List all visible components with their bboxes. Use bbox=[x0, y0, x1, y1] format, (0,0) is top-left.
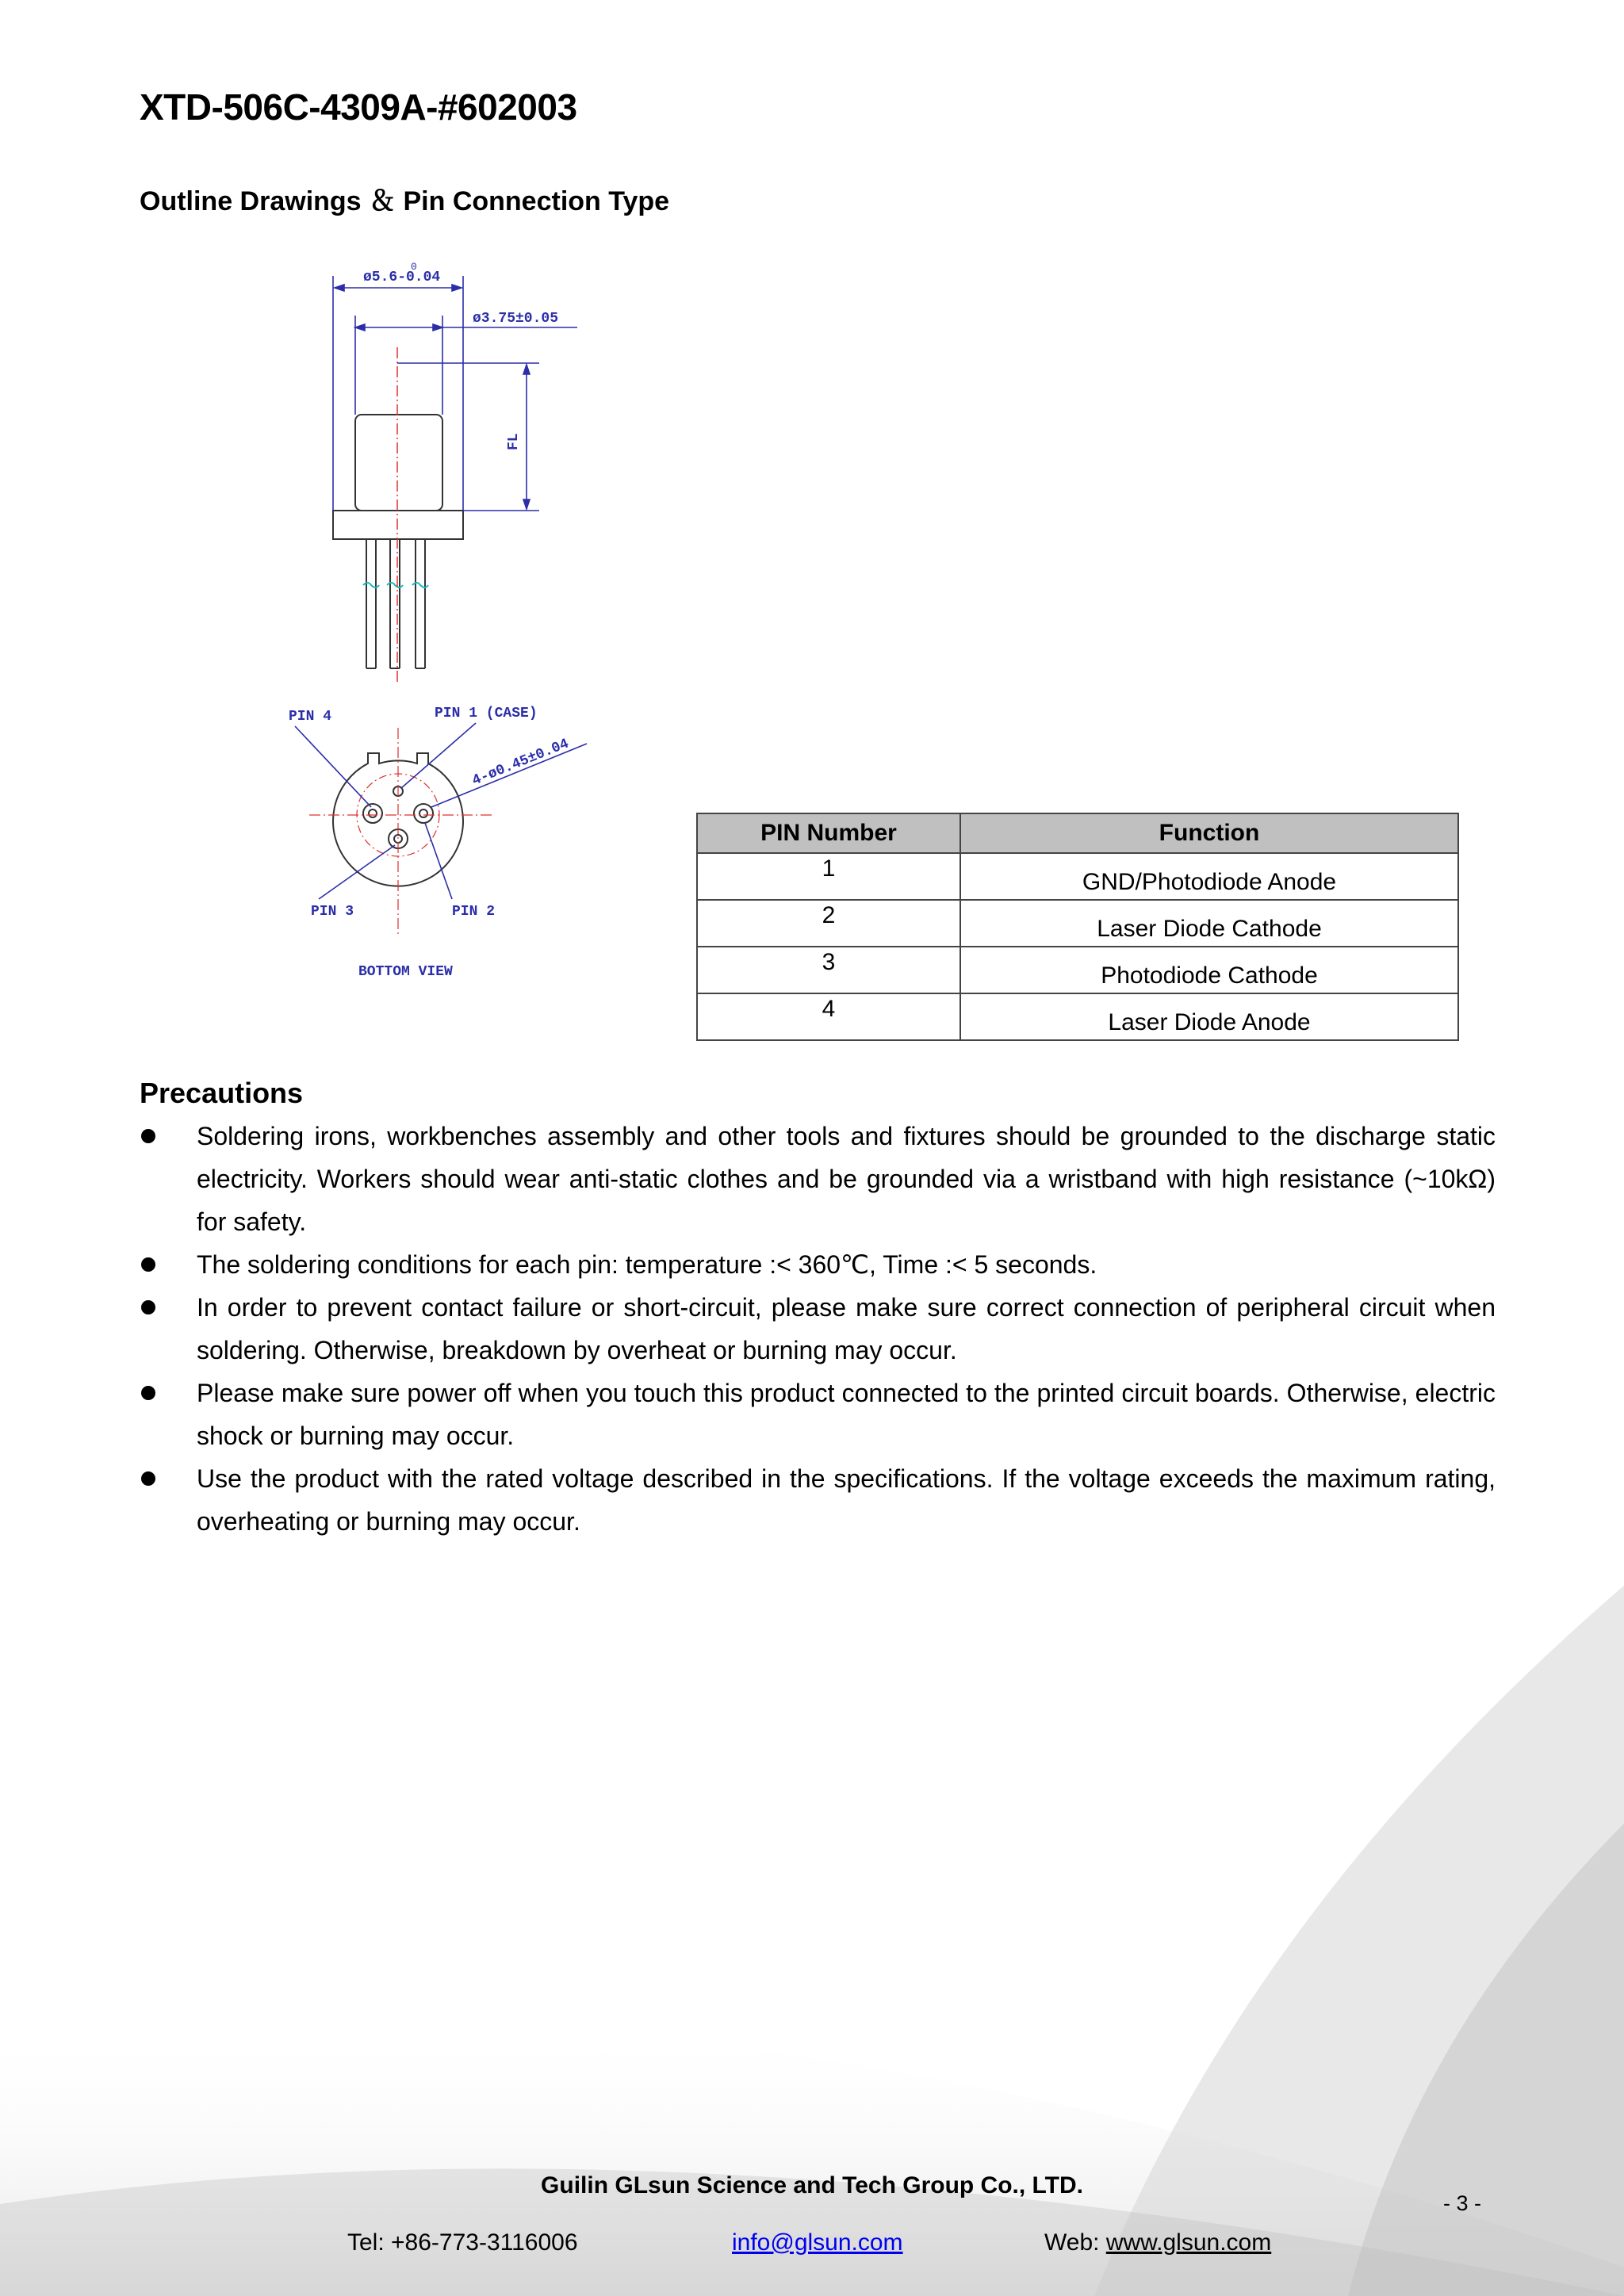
header-pin-number: PIN Number bbox=[697, 813, 960, 853]
pin-connection-table bbox=[696, 813, 1459, 1041]
page-number: - 3 - bbox=[1443, 2191, 1482, 2215]
bullet-icon bbox=[141, 1129, 155, 1143]
label-pin3: PIN 3 bbox=[311, 904, 354, 920]
dim-inner-diameter: ø3.75±0.05 bbox=[473, 311, 559, 327]
cap bbox=[355, 415, 442, 511]
label-pin4: PIN 4 bbox=[289, 709, 332, 725]
footer-telephone: Tel: +86-773-3116006 bbox=[347, 2229, 578, 2256]
dim-fl: FL bbox=[506, 433, 522, 450]
list-item: Soldering irons, workbenches assembly and other tools and fixtures should be grounded to the discharge static electricity. Workers should wear anti-static clothes and be grounded via a wristband with high resistance (~10kΩ) for safety. bbox=[140, 1115, 1496, 1243]
bullet-icon bbox=[141, 1471, 155, 1486]
outline-drawing bbox=[270, 252, 603, 997]
precautions-list bbox=[140, 1115, 1496, 1543]
footer-company-name: Guilin GLsun Science and Tech Group Co., LTD. bbox=[541, 2172, 1083, 2198]
list-item: In order to prevent contact failure or short-circuit, please make sure correct connection of peripheral circuit when soldering. Otherwise, breakdown by overheat or burning may occur. bbox=[140, 1286, 1496, 1372]
function-cell: Laser Diode Anode bbox=[960, 993, 1458, 1040]
header-function: Function bbox=[960, 813, 1458, 853]
table-header-row bbox=[697, 813, 1458, 853]
footer-website bbox=[1044, 2229, 1271, 2256]
document-title: XTD-506C-4309A-#602003 bbox=[140, 86, 577, 128]
list-item: Use the product with the rated voltage described in the specifications. If the voltage exceeds the maximum rating, overheating or burning may occur. bbox=[140, 1457, 1496, 1543]
pin-number-cell: 3 bbox=[697, 947, 960, 993]
break-marks bbox=[363, 583, 428, 587]
bullet-icon bbox=[141, 1386, 155, 1400]
pin-number-cell: 4 bbox=[697, 993, 960, 1040]
precautions-heading: Precautions bbox=[140, 1077, 304, 1109]
label-bottom-view: BOTTOM VIEW bbox=[358, 964, 453, 980]
function-cell: Photodiode Cathode bbox=[960, 947, 1458, 993]
table-row bbox=[697, 993, 1458, 1040]
pin-number-cell: 2 bbox=[697, 900, 960, 947]
function-cell: Laser Diode Cathode bbox=[960, 900, 1458, 947]
label-pin1: PIN 1 (CASE) bbox=[435, 706, 538, 721]
dim-outer-diameter: ø5.6-0.04 bbox=[363, 270, 441, 285]
footer-website-link[interactable]: www.glsun.com bbox=[1105, 2229, 1272, 2256]
footer-email-link[interactable]: info@glsun.com bbox=[732, 2229, 903, 2256]
dim-outer-tolerance: 0 bbox=[411, 261, 417, 273]
label-pin-diameter: 4-ø0.45±0.04 bbox=[469, 736, 572, 790]
bullet-icon bbox=[141, 1257, 155, 1272]
table-row bbox=[697, 853, 1458, 900]
label-pin2: PIN 2 bbox=[452, 904, 496, 920]
footer-web-label: Web: bbox=[1044, 2229, 1106, 2256]
bullet-icon bbox=[141, 1300, 155, 1314]
table-row bbox=[697, 947, 1458, 993]
function-cell: GND/Photodiode Anode bbox=[960, 853, 1458, 900]
pin-number-cell: 1 bbox=[697, 853, 960, 900]
list-item: Please make sure power off when you touch this product connected to the printed circuit boards. Otherwise, electric shock or burning may occur. bbox=[140, 1372, 1496, 1457]
flange bbox=[333, 511, 463, 539]
list-item: The soldering conditions for each pin: temperature :< 360℃, Time :< 5 seconds. bbox=[140, 1243, 1496, 1286]
table-row bbox=[697, 900, 1458, 947]
outline-drawings-heading: Outline Drawings ＆ Pin Connection Type bbox=[140, 186, 670, 216]
